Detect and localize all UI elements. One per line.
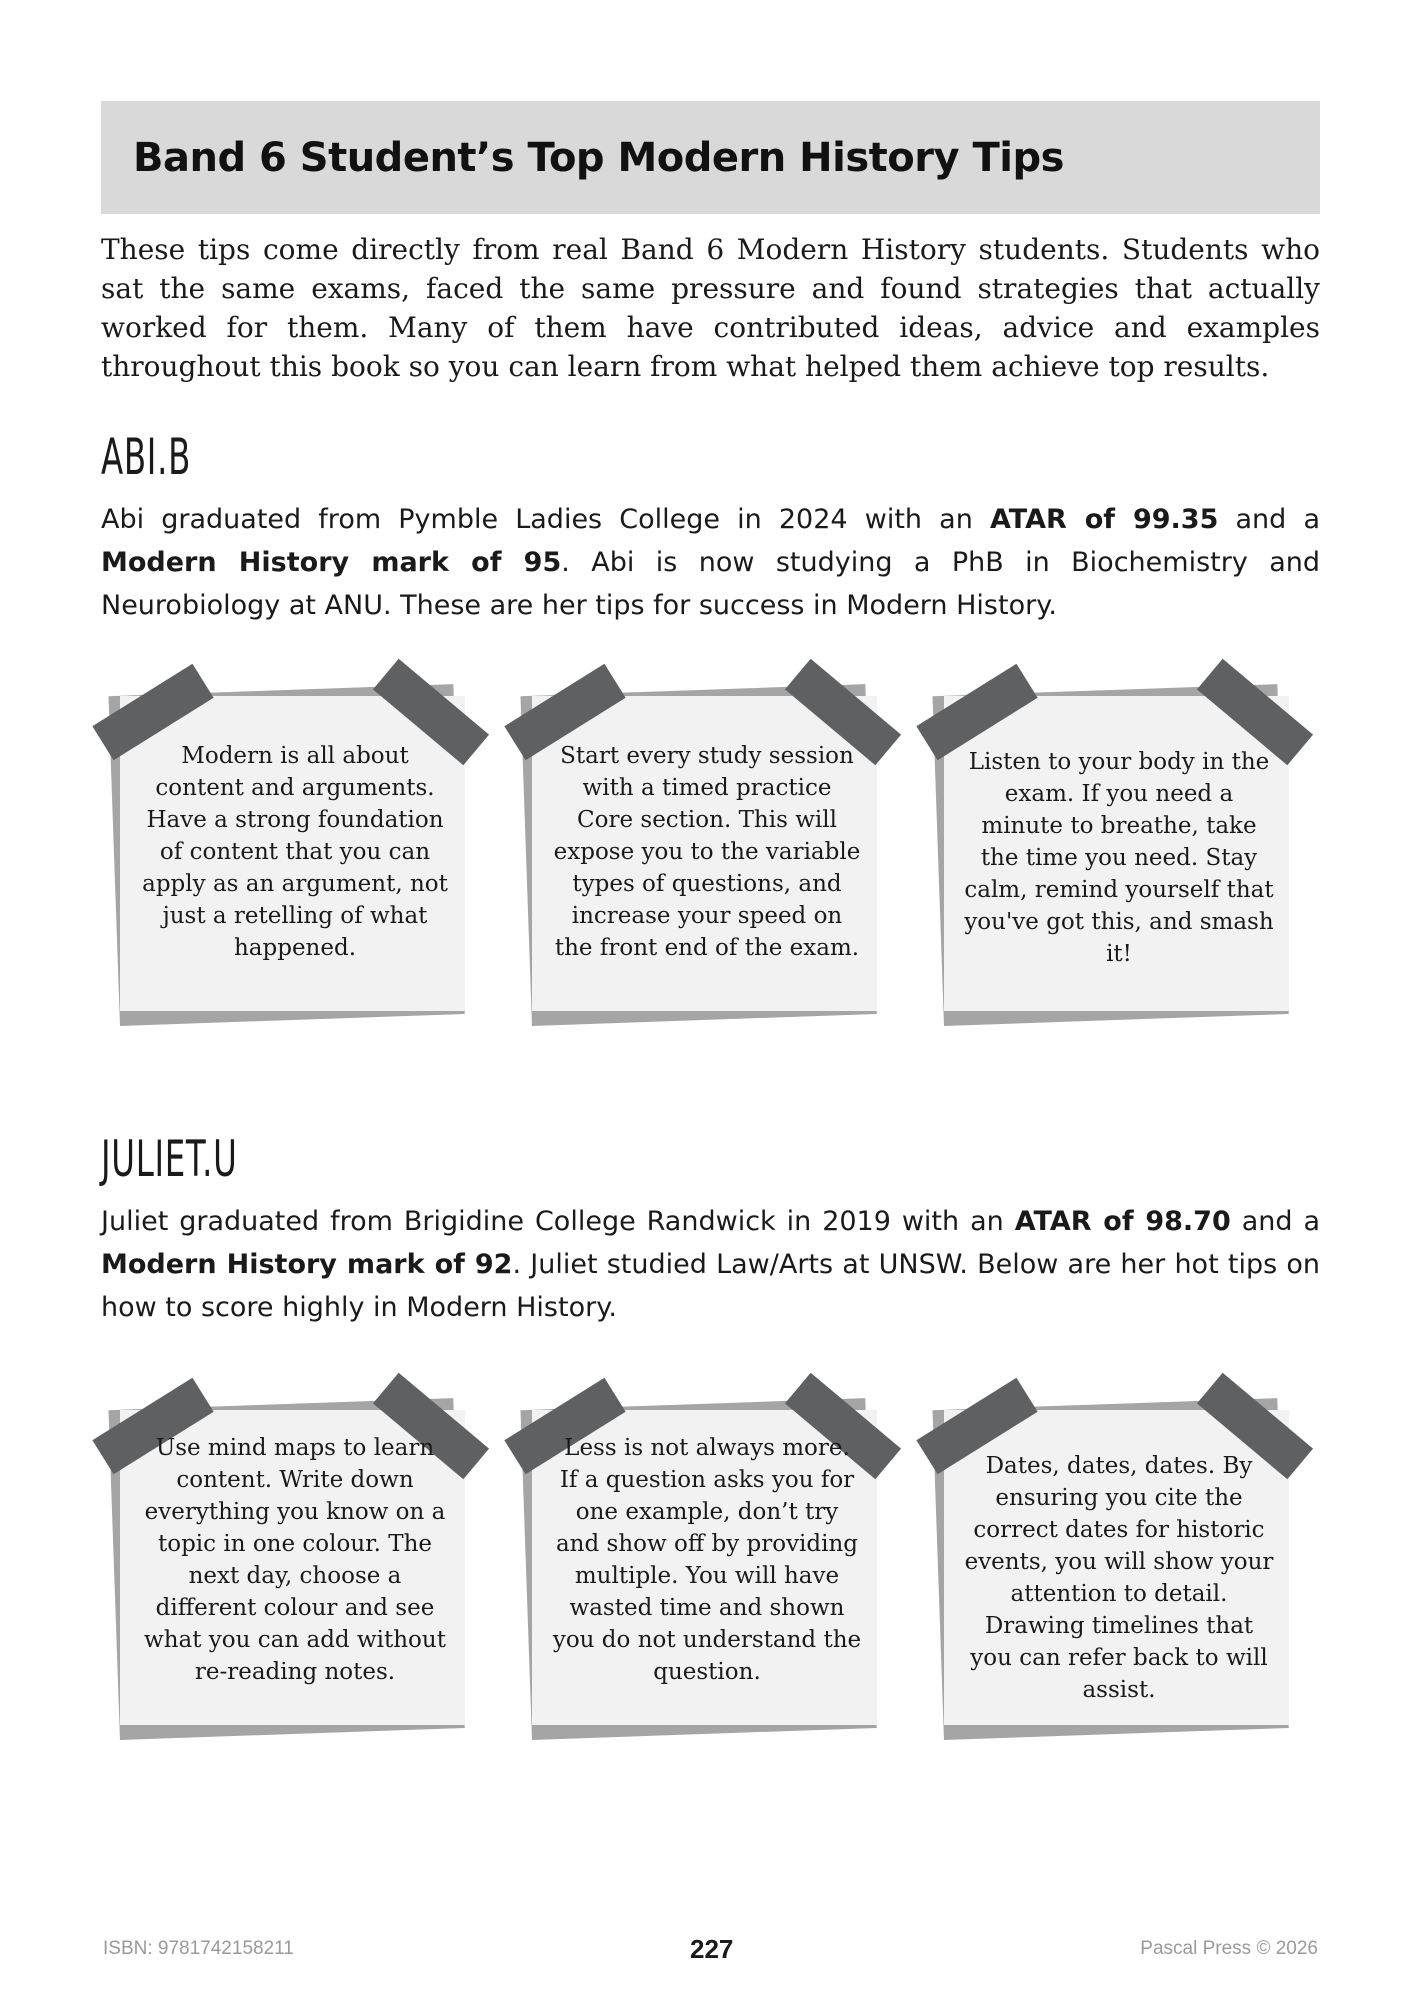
student-bio-juliet: Juliet graduated from Brigidine College Randwick in 2019 with an ATAR of 98.70 and a Modern History mark of 92. Juliet studied Law/Arts at UNSW. Below are her hot tips on how to score highly in Modern History. [101,1206,1320,1323]
tip-note [924,1386,1314,1746]
tip-text: Start every study session with a timed practice Core section. This will expose you to the variable types of questions, and increase your speed on the front end of the exam. [553,743,861,961]
tip-text: Listen to your body in the exam. If you need a minute to breathe, take the time you need. Stay calm, remind yourself that you've got this, and smash it! [964,749,1274,967]
tip-note [512,672,902,1032]
tip-note [924,672,1314,1032]
tip-text: Use mind maps to learn content. Write down everything you know on a topic in one colour. The next day, choose a different colour and see what you can add without re-reading notes. [144,1435,446,1685]
tip-note [100,1386,490,1746]
student-name-abi: ABI.B [101,428,192,486]
tip-note [512,1386,902,1746]
tip-text: Dates, dates, dates. By ensuring you cite the correct dates for historic events, you will show your attention to detail. Drawing timelines that you can refer back to will assist. [964,1453,1274,1703]
tip-text: Less is not always more. If a question asks you for one example, don’t try and show off by providing multiple. You will have wasted time and shown you do not understand the question. [552,1435,862,1685]
tip-text: Modern is all about content and arguments. Have a strong foundation of content that you can apply as an argument, not just a retelling of what happened. [142,743,448,961]
page-number: 227 [690,1934,734,1964]
title-banner [101,101,1320,214]
tip-note [100,672,490,1032]
page-title: Band 6 Student’s Top Modern History Tips [133,134,1064,181]
footer-publisher: Pascal Press © 2026 [1140,1938,1318,1959]
intro-paragraph: These tips come directly from real Band 6 Modern History students. Students who sat the same exams, faced the same pressure and found strategies that actually worked for them. Many of them have contributed ideas, advice and examples throughout this book so you can learn from what helped them achieve top results. [101,233,1320,383]
footer-isbn: ISBN: 9781742158211 [103,1938,294,1959]
student-name-juliet: JULIET.U [101,1130,238,1188]
student-bio-abi: Abi graduated from Pymble Ladies College in 2024 with an ATAR of 99.35 and a Modern History mark of 95. Abi is now studying a PhB in Biochemistry and Neurobiology at ANU. These are her tips for success in Modern History. [101,504,1321,621]
